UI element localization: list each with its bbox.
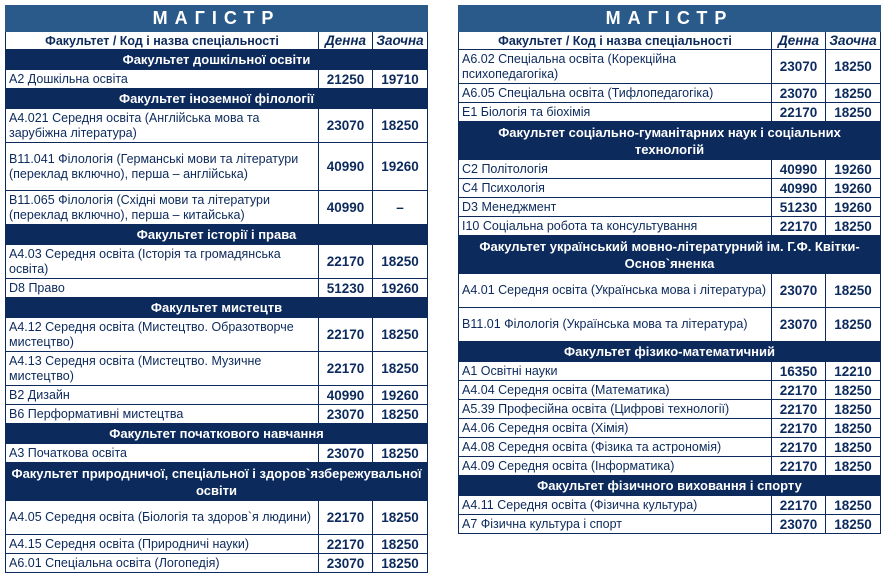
faculty-header-row [459, 476, 881, 496]
full-time-price: 51230 [772, 198, 826, 217]
table-row [6, 109, 428, 143]
full-time-price: 40990 [319, 191, 373, 225]
specialty-name: А4.12 Середня освіта (Мистецтво. Образотворче мистецтво) [6, 318, 319, 352]
part-time-price: 19260 [826, 179, 881, 198]
table-row [6, 444, 428, 463]
full-time-price: 23070 [772, 515, 826, 534]
table-row [459, 308, 881, 342]
table-row [6, 405, 428, 424]
part-time-price: 18250 [826, 438, 881, 457]
full-time-price: 40990 [772, 179, 826, 198]
specialty-name: А4.01 Середня освіта (Українська мова і література) [459, 274, 772, 308]
table-row [6, 245, 428, 279]
specialty-name: А4.05 Середня освіта (Біологія та здоров`я людини) [6, 501, 319, 535]
full-time-price: 22170 [319, 535, 373, 554]
specialty-name: А6.02 Спеціальна освіта (Корекційна психопедагогіка) [459, 50, 772, 84]
part-time-price: 18250 [826, 381, 881, 400]
specialty-name: І10 Соціальна робота та консультування [459, 217, 772, 236]
part-time-price: – [373, 191, 428, 225]
table-row [6, 352, 428, 386]
full-time-price: 23070 [772, 84, 826, 103]
table-title: МАГІСТР [6, 6, 428, 32]
specialty-name: А3 Початкова освіта [6, 444, 319, 463]
specialty-name: Е1 Біологія та біохімія [459, 103, 772, 122]
part-time-price: 19260 [373, 279, 428, 298]
specialty-name: А4.04 Середня освіта (Математика) [459, 381, 772, 400]
left-tuition-table [5, 5, 428, 573]
faculty-name: Факультет фізичного виховання і спорту [459, 476, 881, 496]
full-time-price: 22170 [772, 103, 826, 122]
full-time-price: 23070 [319, 444, 373, 463]
part-time-price: 18250 [826, 308, 881, 342]
full-time-price: 23070 [319, 109, 373, 143]
full-time-price: 23070 [319, 405, 373, 424]
faculty-header-row [6, 463, 428, 501]
specialty-name: А6.05 Спеціальна освіта (Тифлопедагогіка) [459, 84, 772, 103]
specialty-name: А5.39 Професійна освіта (Цифрові технології) [459, 400, 772, 419]
full-time-price: 22170 [772, 381, 826, 400]
faculty-name: Факультет мистецтв [6, 298, 428, 318]
full-time-price: 23070 [772, 274, 826, 308]
part-time-price: 18250 [373, 554, 428, 573]
specialty-name: А4.03 Середня освіта (Історія та громадянська освіта) [6, 245, 319, 279]
full-time-price: 23070 [772, 50, 826, 84]
full-time-price: 40990 [319, 143, 373, 191]
specialty-name: В2 Дизайн [6, 386, 319, 405]
specialty-name: А4.08 Середня освіта (Фізика та астрономія) [459, 438, 772, 457]
table-row [459, 457, 881, 476]
full-time-price: 40990 [319, 386, 373, 405]
faculty-name: Факультет початкового навчання [6, 424, 428, 444]
column-header-part-time: Заочна [373, 32, 428, 50]
part-time-price: 18250 [373, 245, 428, 279]
part-time-price: 18250 [826, 50, 881, 84]
table-row [6, 535, 428, 554]
table-row [6, 501, 428, 535]
faculty-name: Факультет український мовно-літературний ім. Г.Ф. Квітки-Основ`яненка [459, 236, 881, 274]
table-row [459, 381, 881, 400]
table-title: МАГІСТР [459, 6, 881, 32]
full-time-price: 16350 [772, 362, 826, 381]
specialty-name: В11.01 Філологія (Українська мова та література) [459, 308, 772, 342]
full-time-price: 22170 [772, 419, 826, 438]
table-row [459, 419, 881, 438]
part-time-price: 18250 [373, 109, 428, 143]
full-time-price: 22170 [319, 501, 373, 535]
table-row [459, 179, 881, 198]
part-time-price: 18250 [373, 444, 428, 463]
column-header-part-time: Заочна [826, 32, 881, 50]
specialty-name: D3 Менеджмент [459, 198, 772, 217]
specialty-name: С2 Політологія [459, 160, 772, 179]
faculty-name: Факультет фізико-математичний [459, 342, 881, 362]
table-row [459, 362, 881, 381]
full-time-price: 23070 [319, 554, 373, 573]
table-row [459, 438, 881, 457]
table-row [459, 198, 881, 217]
column-header-specialty: Факультет / Код і назва спеціальності [459, 32, 772, 50]
specialty-name: С4 Психологія [459, 179, 772, 198]
table-row [459, 515, 881, 534]
specialty-name: А4.15 Середня освіта (Природничі науки) [6, 535, 319, 554]
part-time-price: 18250 [373, 318, 428, 352]
full-time-price: 22170 [319, 245, 373, 279]
part-time-price: 19260 [373, 143, 428, 191]
full-time-price: 22170 [772, 217, 826, 236]
table-row [6, 554, 428, 573]
part-time-price: 19260 [373, 386, 428, 405]
column-header-full-time: Денна [772, 32, 826, 50]
part-time-price: 19260 [826, 198, 881, 217]
full-time-price: 22170 [772, 496, 826, 515]
specialty-name: А4.11 Середня освіта (Фізична культура) [459, 496, 772, 515]
part-time-price: 18250 [826, 496, 881, 515]
right-tuition-table [458, 5, 881, 534]
full-time-price: 51230 [319, 279, 373, 298]
full-time-price: 22170 [772, 400, 826, 419]
table-row [6, 143, 428, 191]
part-time-price: 18250 [826, 103, 881, 122]
faculty-name: Факультет історії і права [6, 225, 428, 245]
full-time-price: 22170 [772, 438, 826, 457]
full-time-price: 40990 [772, 160, 826, 179]
faculty-header-row [6, 225, 428, 245]
specialty-name: А1 Освітні науки [459, 362, 772, 381]
faculty-header-row [6, 298, 428, 318]
full-time-price: 22170 [319, 318, 373, 352]
part-time-price: 18250 [826, 457, 881, 476]
part-time-price: 19260 [826, 160, 881, 179]
part-time-price: 18250 [373, 352, 428, 386]
full-time-price: 22170 [772, 457, 826, 476]
faculty-name: Факультет природничої, спеціальної і здоров`язбережувальної освіти [6, 463, 428, 501]
part-time-price: 18250 [826, 84, 881, 103]
table-row [459, 274, 881, 308]
specialty-name: В11.041 Філологія (Германські мови та літератури (переклад включно), перша – англійська) [6, 143, 319, 191]
specialty-name: А6.01 Спеціальна освіта (Логопедія) [6, 554, 319, 573]
part-time-price: 18250 [373, 535, 428, 554]
faculty-header-row [459, 342, 881, 362]
part-time-price: 12210 [826, 362, 881, 381]
specialty-name: А4.13 Середня освіта (Мистецтво. Музичне мистецтво) [6, 352, 319, 386]
column-header-specialty: Факультет / Код і назва спеціальності [6, 32, 319, 50]
faculty-header-row [459, 236, 881, 274]
specialty-name: А7 Фізична культура і спорт [459, 515, 772, 534]
part-time-price: 18250 [826, 274, 881, 308]
faculty-header-row [459, 122, 881, 160]
faculty-name: Факультет дошкільної освіти [6, 50, 428, 70]
table-row [459, 160, 881, 179]
table-row [459, 400, 881, 419]
column-header-full-time: Денна [319, 32, 373, 50]
part-time-price: 18250 [826, 217, 881, 236]
specialty-name: А2 Дошкільна освіта [6, 70, 319, 89]
specialty-name: А4.06 Середня освіта (Хімія) [459, 419, 772, 438]
table-row [459, 496, 881, 515]
faculty-name: Факультет соціально-гуманітарних наук і соціальних технологій [459, 122, 881, 160]
full-time-price: 22170 [319, 352, 373, 386]
table-row [459, 103, 881, 122]
table-row [459, 217, 881, 236]
part-time-price: 18250 [826, 515, 881, 534]
faculty-name: Факультет іноземної філології [6, 89, 428, 109]
table-row [6, 386, 428, 405]
table-row [459, 50, 881, 84]
table-row [6, 318, 428, 352]
full-time-price: 21250 [319, 70, 373, 89]
part-time-price: 18250 [826, 419, 881, 438]
part-time-price: 18250 [373, 501, 428, 535]
specialty-name: В6 Перформативні мистецтва [6, 405, 319, 424]
specialty-name: D8 Право [6, 279, 319, 298]
table-row [6, 279, 428, 298]
faculty-header-row [6, 89, 428, 109]
specialty-name: А4.09 Середня освіта (Інформатика) [459, 457, 772, 476]
part-time-price: 18250 [373, 405, 428, 424]
specialty-name: В11.065 Філологія (Східні мови та літератури (переклад включно), перша – китайська) [6, 191, 319, 225]
specialty-name: А4.021 Середня освіта (Англійська мова та зарубіжна література) [6, 109, 319, 143]
faculty-header-row [6, 50, 428, 70]
table-row [6, 70, 428, 89]
table-row [459, 84, 881, 103]
faculty-header-row [6, 424, 428, 444]
table-row [6, 191, 428, 225]
full-time-price: 23070 [772, 308, 826, 342]
part-time-price: 18250 [826, 400, 881, 419]
part-time-price: 19710 [373, 70, 428, 89]
